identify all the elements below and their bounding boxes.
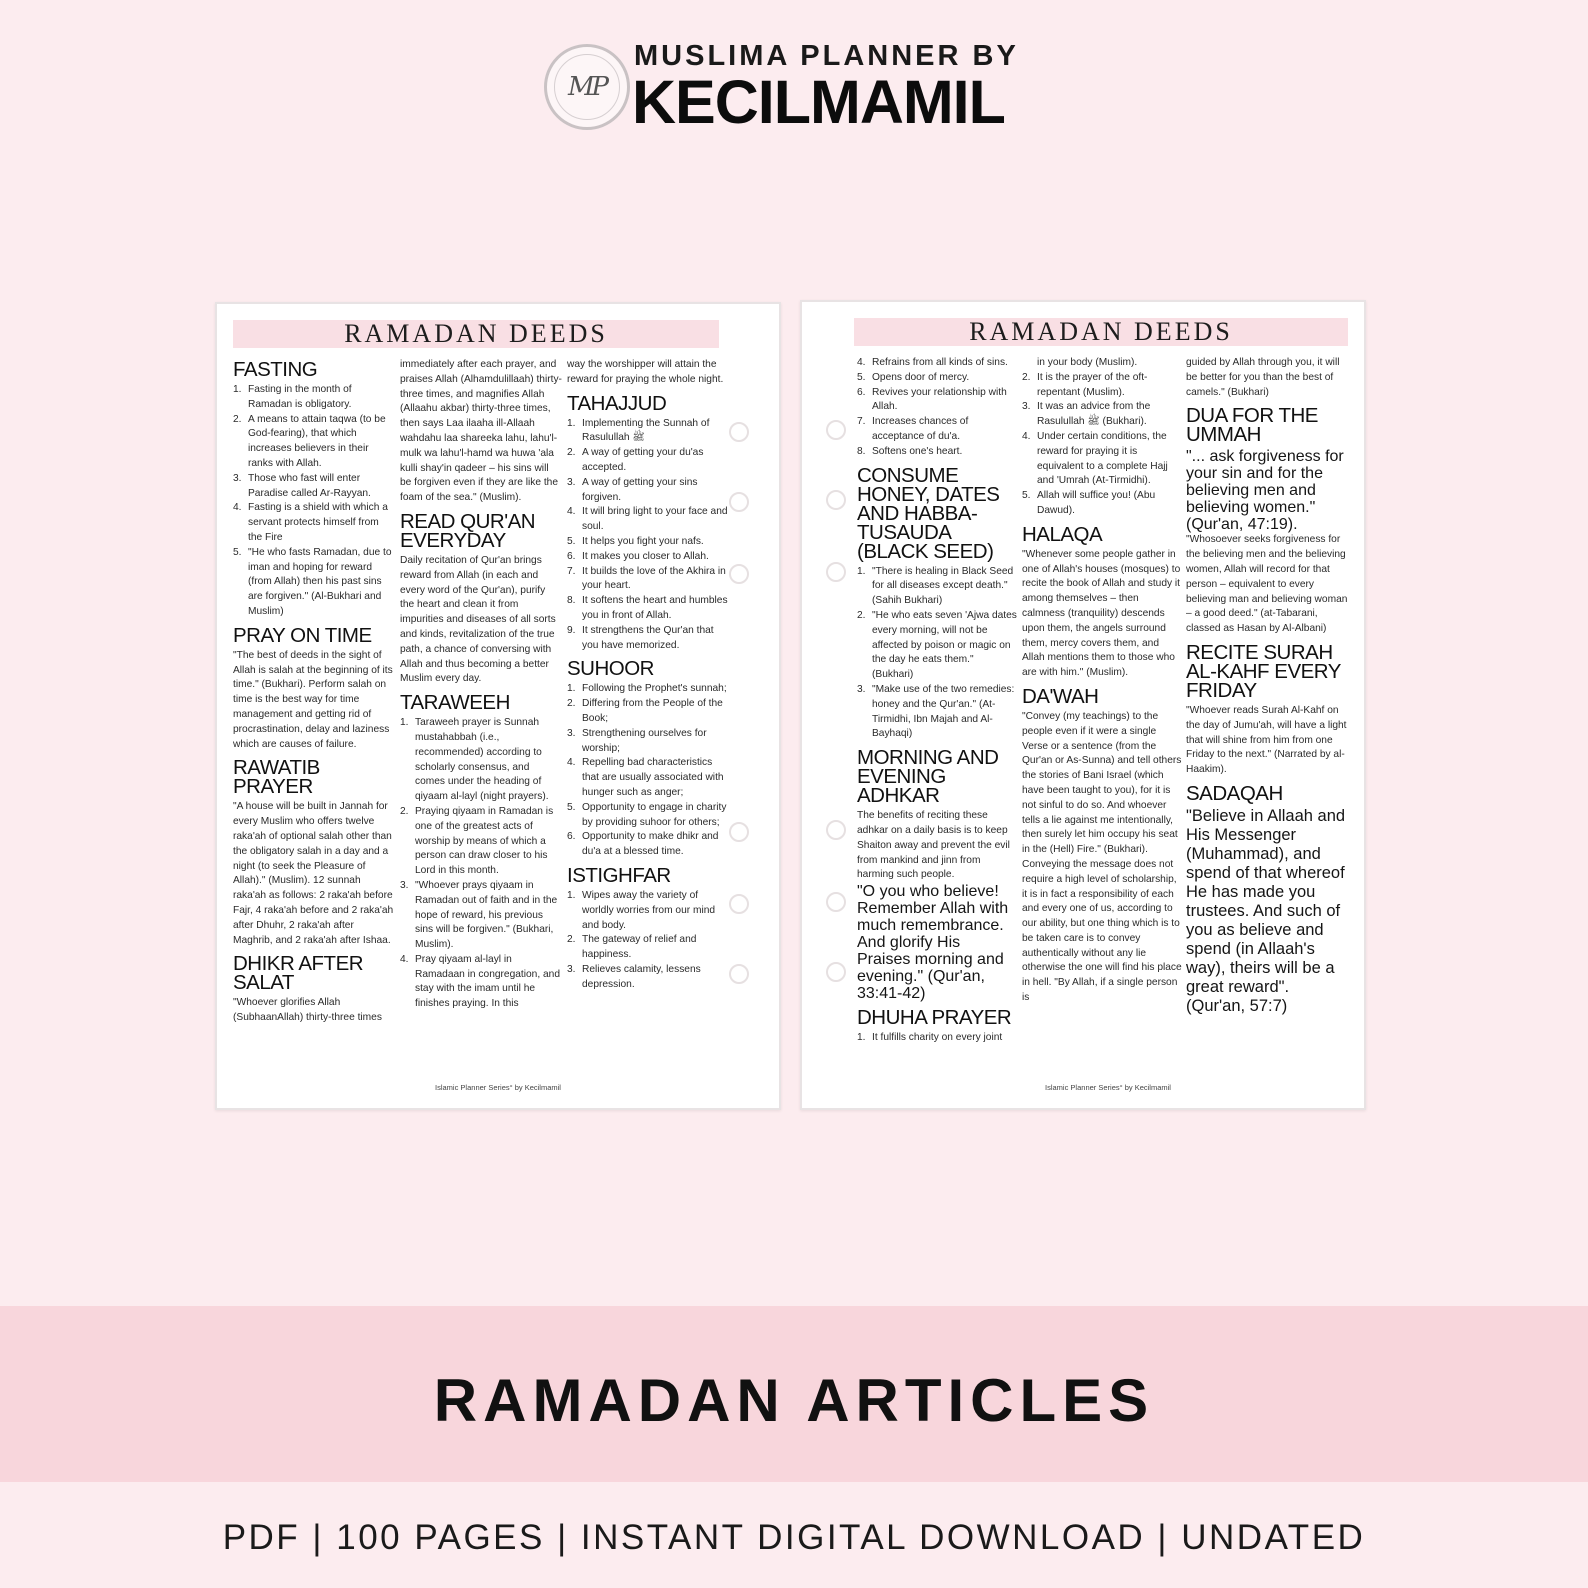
list-item: 2. Praying qiyaam in Ramadan is one of the greatest acts of worship by means of which a person can draw closer to his Lord in this month. <box>400 805 554 877</box>
section-text: "Convey (my teachings) to the people even if it were a single Verse or a sentence (from the Qur'an or As-Sunna) and tell others the stories of Bani Israel (which have been taught to you), for it is not sinful to do so. And whoever tells a lie against me intentionally, then surely let him occupy his seat in the (Hell) Fire." (Bukhari). Conveying the message does not require a high level of scholarship, it is in fact a responsibility of each and every one of us, according to our ability, but one thing which is to be taken care is to convey authentically without any lie otherwise the one will find his place in hell. "By Allah, if a single person is <box>1022 710 1182 1004</box>
list-item: 6. Revives your relationship with Allah. <box>857 386 1007 413</box>
list-item: 3. "Make use of the two remedies: honey and the Qur'an." (At-Tirmidhi, Ibn Majah and Al-Bayhaqi) <box>857 683 1015 740</box>
product-info: PDF | 100 PAGES | INSTANT DIGITAL DOWNLOAD | UNDATED <box>222 1518 1366 1557</box>
right-column-3 <box>1186 356 1348 1016</box>
list-item: 7. It builds the love of the Akhira in your heart. <box>567 565 726 592</box>
section-heading-dhuha: DHUHA PRAYER <box>857 1006 1012 1030</box>
brand-header <box>540 38 1060 138</box>
section-heading-dawah: DA'WAH <box>1022 684 1099 708</box>
section-text: "The best of deeds in the sight of Allah is salah at the beginning of its time." (Bukhari). Perform salah on time is the best way for time management and getting rid of procrastination, delay and laziness which are causes of failure. <box>233 649 393 750</box>
list-item: 1. Following the Prophet's sunnah; <box>567 683 727 695</box>
section-heading-taraweeh: TARAWEEH <box>400 691 510 715</box>
brand-name: KECILMAMIL <box>632 68 1005 136</box>
left-column-3 <box>567 358 729 992</box>
binder-hole <box>826 962 846 982</box>
list-item: 3. Those who fast will enter Paradise called Ar-Rayyan. <box>233 472 371 499</box>
brand-tagline: MUSLIMA PLANNER BY <box>634 40 1019 72</box>
list-item: 5. Allah will suffice you! (Abu Dawud). <box>1022 490 1156 516</box>
list-item: 2. It is the prayer of the oft-repentant (Muslim). <box>1022 371 1148 398</box>
page-footer: Islamic Planner Series° by Kecilmamil <box>1045 1083 1171 1092</box>
section-heading-halaqa: HALAQA <box>1022 522 1103 546</box>
section-heading-suhoor: SUHOOR <box>567 657 654 681</box>
list-item: 6. Opportunity to make dhikr and du'a at a blessed time. <box>567 831 719 858</box>
right-column-1 <box>857 356 1017 1046</box>
section-text: Daily recitation of Qur'an brings reward from Allah (in each and every word of the Qur'an), purify the heart and clean it from impurities and diseases of all sorts and kinds, revitalization of the true path, a chance of conversing with Allah and thus becoming a better Muslim every day. <box>400 554 556 685</box>
istighfar-list-cont <box>857 356 1017 460</box>
section-text: way the worshipper will attain the reward for praying the whole night. <box>567 359 724 385</box>
section-heading-quran: READ QUR'AN EVERYDAY <box>400 509 536 552</box>
brand-logo <box>544 44 630 130</box>
binder-hole <box>826 420 846 440</box>
section-text: in your body (Muslim). <box>1037 357 1138 368</box>
binder-hole <box>826 562 846 582</box>
section-heading-honey: CONSUME HONEY, DATES AND HABBA-TUSAUDA (BLACK SEED) <box>857 463 1000 563</box>
list-item: 1. Wipes away the variety of worldly worries from our mind and body. <box>567 889 716 931</box>
list-item: 1. Fasting in the month of Ramadan is obligatory. <box>233 384 352 410</box>
list-item: 8. Softens one's heart. <box>857 445 963 457</box>
list-item: 1. It fulfills charity on every joint <box>857 1032 1003 1044</box>
binder-hole <box>729 492 749 512</box>
binder-hole <box>729 822 749 842</box>
section-text: "Whoever glorifies Allah (SubhaanAllah) thirty-three times <box>233 997 382 1024</box>
section-heading-istighfar: ISTIGHFAR <box>567 863 671 887</box>
list-item: 8. It softens the heart and humbles you in front of Allah. <box>567 595 728 621</box>
list-item: 3. "Whoever prays qiyaam in Ramadan out of faith and in the hope of reward, his previous sins will be forgiven." (Bukhari, Muslim). <box>400 879 558 951</box>
list-item: 3. Strengthening ourselves for worship; <box>567 727 707 754</box>
fasting-list <box>233 383 395 620</box>
tahajjud-list <box>567 417 729 654</box>
section-heading-pray-on-time: PRAY ON TIME <box>233 623 372 647</box>
binder-hole <box>826 892 846 912</box>
taraweeh-list <box>400 716 562 1012</box>
section-text: "A house will be built in Jannah for every Muslim who offers twelve raka'ah of optional salah other than the obligatory salah in a day and a night (to seek the Pleasure of Allah)." (Muslim). 12 sunnah raka'ah as follows: 2 raka'ah before Fajr, 4 raka'ah before and 2 raka'ah after Dhuhr, 2 raka'ah after Maghrib, and 2 raka'ah after Ishaa. <box>233 801 394 946</box>
quote-text: "Believe in Allaah and His Messenger (Muhammad), and spend of that whereof He has made you trustees. And such of you as believe and spend (in Allaah's way), theirs will be a great reward". (Qur'an, 57:7) <box>1186 806 1346 1015</box>
section-heading-sadaqah: SADAQAH <box>1186 781 1283 805</box>
binder-hole <box>729 964 749 984</box>
section-text: "Whosoever seeks forgiveness for the believing men and the believing women, Allah will record for that person – equivalent to every believing man and believing woman – a good deed." (at-Tabarani, classed as Hasan by Al-Albani) <box>1186 534 1348 635</box>
list-item: 3. A way of getting your sins forgiven. <box>567 476 698 503</box>
section-text: immediately after each prayer, and praises Allah (Alhamdulillaah) thirty-three times, and magnifies Allah (Allaahu akbar) thirty-three times, then says Laa ilaaha ill-Allaah wahdahu laa shareeka lahu, lahu'l-mulk wa lahu'l-hamd wa huwa 'ala kulli shay'in qadeer – his sins will be forgiven even if they are like the foam of the sea." (Muslim). <box>400 359 562 504</box>
dhuha-list-cont <box>1022 371 1182 519</box>
list-item: 4. Repelling bad characteristics that are usually associated with hunger such as anger; <box>567 757 724 798</box>
list-item: 5. Opens door of mercy. <box>857 371 970 383</box>
list-item: 2. "He who eats seven 'Ajwa dates every morning, will not be affected by poison or magic on the day he eats them." (Bukhari) <box>857 609 1017 681</box>
list-item: 3. It was an advice from the Rasulullah ﷺ (Bukhari). <box>1022 401 1151 428</box>
section-text: "Whenever some people gather in one of Allah's houses (mosques) to recite the book of Allah and study it among themselves – then calmness (tranquility) descends upon them, the angels surround them, mercy covers them, and Allah mentions them to those who are with him." (Muslim). <box>1022 548 1181 679</box>
list-item: 2. A means to attain taqwa (to be God-fearing), that which increases believers in their ranks with Allah. <box>233 413 386 469</box>
list-item: 4. Pray qiyaam al-layl in Ramadaan in congregation, and stay with the imam until he finishes praying. In this <box>400 953 560 1010</box>
list-item: 6. It makes you closer to Allah. <box>567 550 709 562</box>
binder-hole <box>729 894 749 914</box>
binder-hole <box>729 422 749 442</box>
section-heading-rawatib: RAWATIB PRAYER <box>233 756 320 799</box>
list-item: 4. Under certain conditions, the reward for praying it is equivalent to a complete Hajj and 'Umrah (At-Tirmidhi). <box>1022 430 1168 487</box>
quote-text: "... ask forgiveness for your sin and for the believing men and believing women." (Qur'an, 47:19). <box>1186 448 1344 534</box>
section-heading-kahf: RECITE SURAH AL-KAHF EVERY FRIDAY <box>1186 640 1341 702</box>
list-item: 2. The gateway of relief and happiness. <box>567 934 697 961</box>
section-heading-fasting: FASTING <box>233 358 318 381</box>
list-item: 2. A way of getting your du'as accepted. <box>567 447 704 473</box>
section-heading-dhikr: DHIKR AFTER SALAT <box>233 952 364 995</box>
list-item: 1. Taraweeh prayer is Sunnah mustahabbah (i.e., recommended) according to scholarly consensus, and comes under the heading of qiyaam al-layl (night prayers). <box>400 717 549 803</box>
right-column-2 <box>1022 356 1182 1006</box>
list-item: 5. Opportunity to engage in charity by providing suhoor for others; <box>567 801 727 828</box>
suhoor-list <box>567 682 729 860</box>
section-heading-dua: DUA FOR THE UMMAH <box>1186 404 1318 447</box>
page-footer: Islamic Planner Series° by Kecilmamil <box>435 1083 561 1092</box>
list-item: 5. "He who fasts Ramadan, due to iman and hoping for reward (from Allah) then his past sins are forgiven." (Al-Bukhari and Muslim) <box>233 546 392 617</box>
left-column-1 <box>233 358 395 1026</box>
quote-text: "O you who believe! Remember Allah with much remembrance. And glorify His Praises morning and evening." (Qur'an, 33:41-42) <box>857 883 1009 1003</box>
list-item: 4. Fasting is a shield with which a servant protects himself from the Fire <box>233 502 388 543</box>
honey-list <box>857 565 1017 743</box>
left-column-2 <box>400 358 562 1012</box>
section-text: guided by Allah through you, it will be better for you than the best of camels." (Bukhari) <box>1186 357 1340 398</box>
right-planner-page <box>800 300 1366 1110</box>
banner-title: RAMADAN ARTICLES <box>433 1367 1155 1434</box>
page-title: RAMADAN DEEDS <box>233 320 719 348</box>
binder-hole <box>826 490 846 510</box>
list-item: 1. "There is healing in Black Seed for all diseases except death." (Sahih Bukhari) <box>857 565 1014 607</box>
list-item: 7. Increases chances of acceptance of du'a. <box>857 416 969 442</box>
left-planner-page <box>215 302 781 1110</box>
section-text: "Whoever reads Surah Al-Kahf on the day of Jumu'ah, will have a light that will shine from him from one Friday to the next." (Narrated by al-Haakim). <box>1186 704 1347 776</box>
list-item: 4. Refrains from all kinds of sins. <box>857 357 1008 368</box>
section-heading-tahajjud: TAHAJJUD <box>567 391 667 415</box>
page-title: RAMADAN DEEDS <box>854 318 1348 346</box>
section-text: The benefits of reciting these adhkar on a daily basis is to keep Shaiton away and prevent the evil from mankind and jinn from harming such people. <box>857 810 1010 881</box>
logo-initials: MP <box>554 54 620 120</box>
section-heading-adhkar: MORNING AND EVENING ADHKAR <box>857 746 999 808</box>
list-item: 2. Differing from the People of the Book; <box>567 698 723 724</box>
list-item: 9. It strengthens the Qur'an that you have memorized. <box>567 624 714 651</box>
list-item: 4. It will bring light to your face and soul. <box>567 506 728 533</box>
binder-hole <box>826 820 846 840</box>
binder-hole <box>729 564 749 584</box>
list-item: 1. Implementing the Sunnah of Rasulullah ﷺ <box>567 417 710 444</box>
list-item: 3. Relieves calamity, lessens depression. <box>567 963 701 990</box>
list-item: 5. It helps you fight your nafs. <box>567 535 704 547</box>
dhuha-list <box>857 1031 1017 1046</box>
istighfar-list <box>567 889 729 993</box>
